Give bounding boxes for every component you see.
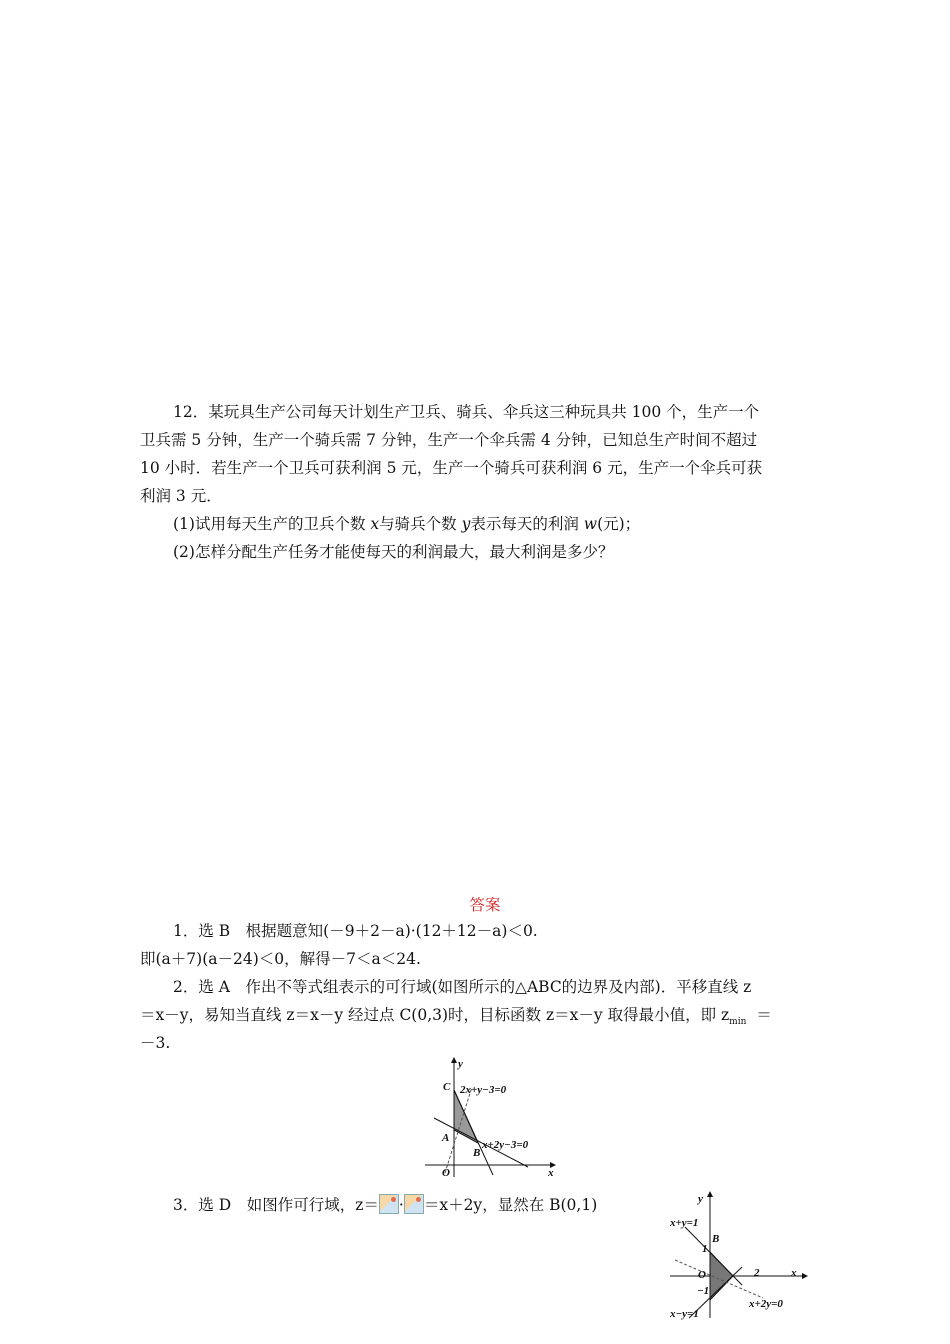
- fig1-label-a: A: [442, 1132, 450, 1144]
- problem-12-line-4: 利润 3 元．: [140, 487, 222, 505]
- a3-dot: ·: [398, 1196, 404, 1214]
- problem-12-line-1: 12．某玩具生产公司每天计划生产卫兵、骑兵、伞兵这三种玩具共 100 个，生产一个: [173, 403, 760, 421]
- fig2-eq-bottom-right: x+2y=0: [749, 1298, 783, 1310]
- fig1-label-o: O: [442, 1167, 450, 1179]
- fig2-label-o: O: [698, 1269, 706, 1281]
- answers-title: 答案: [469, 896, 501, 914]
- fig1-label-x: x: [548, 1167, 554, 1179]
- broken-image-icon: [404, 1194, 424, 1214]
- problem-12-line-2: 卫兵需 5 分钟，生产一个骑兵需 7 分钟，生产一个伞兵需 4 分钟，已知总生产时间不超过: [140, 431, 758, 449]
- q1-var-w: w: [583, 515, 598, 533]
- a2-line-2-text: ＝x－y，易知当直线 z＝x－y 经过点 C(0,3)时，目标函数 z＝x－y 取得最小值，即 z: [140, 1006, 730, 1024]
- fig1-label-c: C: [443, 1081, 451, 1093]
- a2-line-2-subscript: min: [729, 1017, 747, 1028]
- a2-line-2-end: ＝: [756, 1006, 772, 1024]
- fig1-eq-1: 2x+y−3=0: [460, 1084, 507, 1096]
- fig2-tick-1: 1: [702, 1243, 708, 1255]
- fig1-label-y: y: [458, 1058, 463, 1070]
- feasible-region-figure-1: [420, 1055, 560, 1180]
- a3-text-b: ＝x＋2y，显然在 B(0,1): [423, 1196, 598, 1214]
- q1-text-b: 与骑兵个数: [379, 515, 462, 533]
- q1-text-c: 表示每天的利润: [470, 515, 584, 533]
- broken-image-icon: [379, 1194, 399, 1214]
- fig2-label-b: B: [712, 1233, 720, 1245]
- fig2-tick-2: 2: [754, 1267, 760, 1279]
- a3-text-a: 3．选 D 如图作可行域，z＝: [173, 1196, 379, 1214]
- fig2-tick-neg1: −1: [697, 1285, 710, 1297]
- fig1-label-b: B: [473, 1147, 481, 1159]
- fig2-eq-top: x+y=1: [670, 1217, 699, 1229]
- q1-text-d: (元)；: [597, 515, 641, 533]
- answer-2-line-1: 2．选 A 作出不等式组表示的可行域(如图所示的△ABC的边界及内部)．平移直线 z: [173, 978, 752, 996]
- q1-var-x: x: [370, 515, 380, 533]
- fig2-eq-bottom-left: x−y=1: [670, 1308, 699, 1320]
- feasible-region-figure-2: [665, 1190, 810, 1320]
- q1-var-y: y: [461, 515, 471, 533]
- problem-12-question-2: (2)怎样分配生产任务才能使每天的利润最大，最大利润是多少？: [173, 543, 614, 561]
- problem-12-line-3: 10 小时．若生产一个卫兵可获利润 5 元，生产一个骑兵可获利润 6 元，生产一个伞兵可获: [140, 459, 763, 477]
- fig2-feasible-region: [710, 1252, 733, 1300]
- answer-2-line-2: [140, 1005, 772, 1032]
- q1-text-a: (1)试用每天生产的卫兵个数: [173, 515, 371, 533]
- answer-3-line-1: [173, 1194, 597, 1215]
- answer-1-line-1: 1．选 B 根据题意知(－9＋2－a)·(12＋12－a)＜0.: [173, 922, 538, 940]
- answer-1-line-2: 即(a＋7)(a－24)＜0，解得－7＜a＜24.: [140, 950, 421, 968]
- fig2-label-y: y: [698, 1193, 703, 1205]
- answer-2-line-3: －3.: [140, 1034, 171, 1052]
- problem-12-question-1: [173, 514, 640, 534]
- fig2-label-x: x: [791, 1267, 797, 1279]
- fig1-eq-2: x+2y−3=0: [482, 1139, 529, 1151]
